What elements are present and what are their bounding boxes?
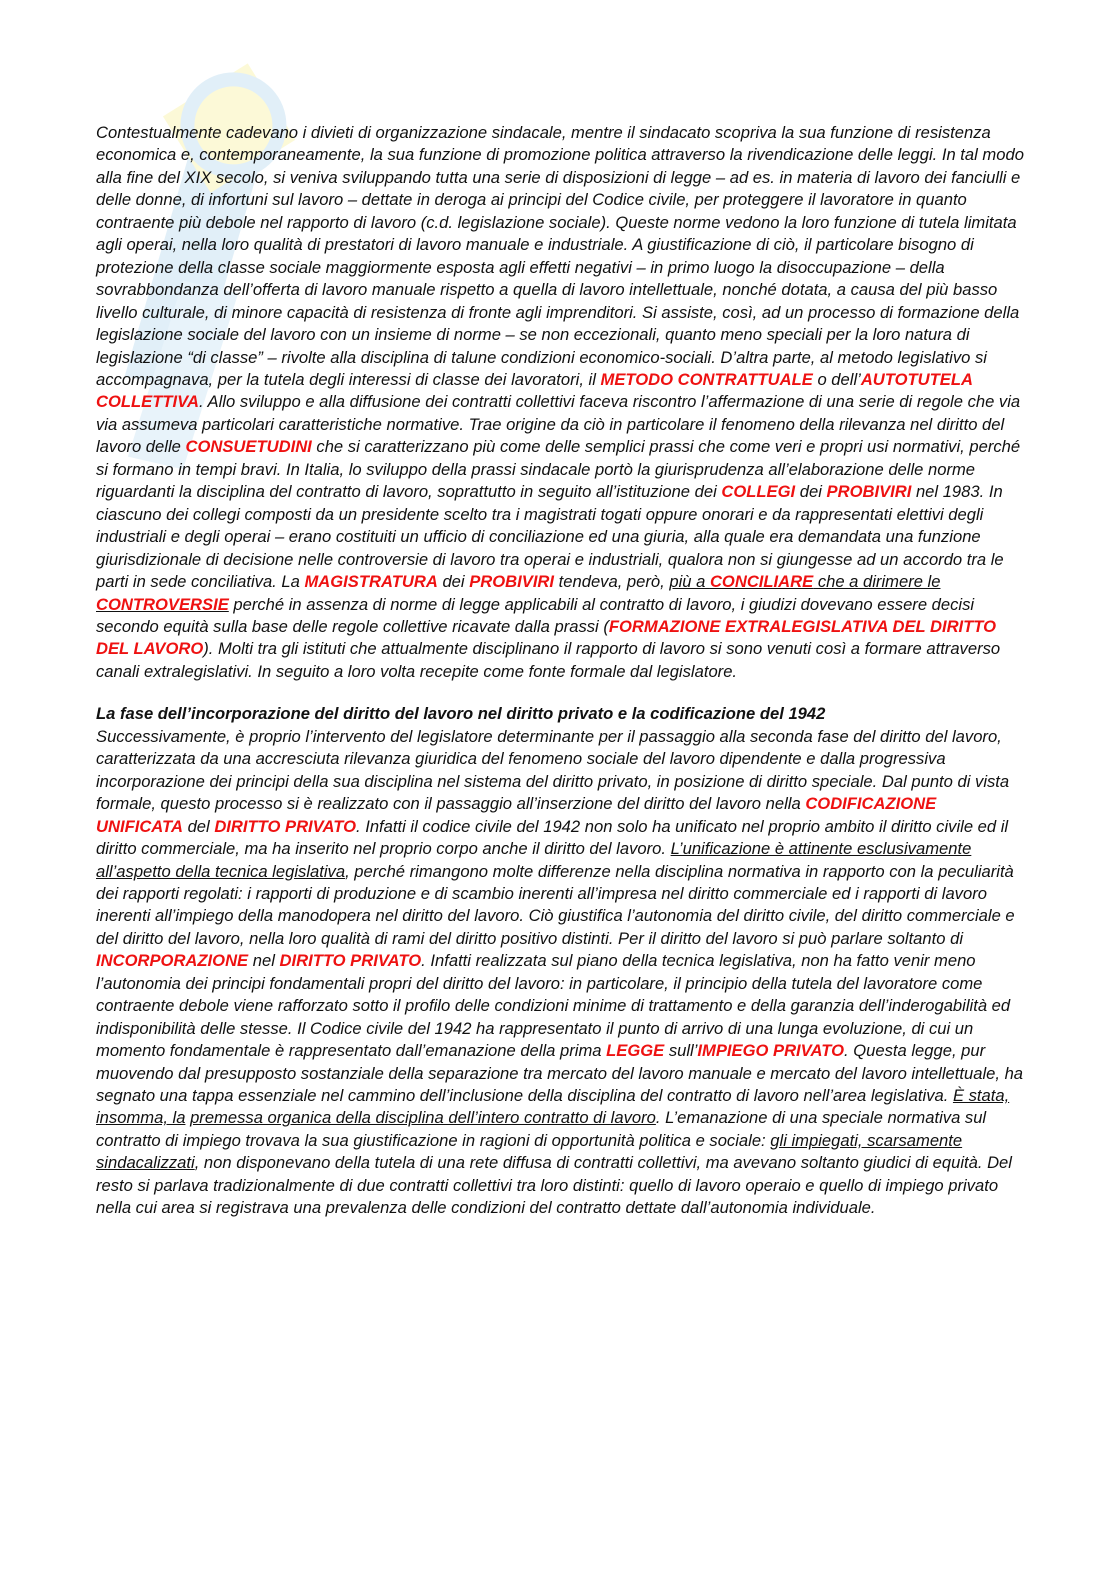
keyword-impiego-privato: IMPIEGO PRIVATO [697, 1041, 845, 1061]
keyword-controversie: CONTROVERSIE [96, 594, 229, 614]
underlined-phrase: L’unificazione è attinente esclusivamente all’aspetto della tecnica legislativa [96, 839, 972, 881]
keyword-formazione-extralegislativa: FORMAZIONE EXTRALEGISLATIVA DEL DIRITTO DEL LAVORO [96, 616, 997, 659]
keyword-metodo-contrattuale: METODO CONTRATTUALE [600, 369, 813, 389]
paragraph-origins: Contestualmente cadevano i divieti di organizzazione sindacale, mentre il sindacato scopriva la sua funzione di resistenza economica e, contemporaneamente, la sua funzione di promozione politica attraverso la rivendicazione delle leggi. In tal modo alla fine del XIX secolo, si veniva sviluppando tutta una serie di disposizioni di legge – ad es. in materia di lavoro dei fanciulli e delle donne, di infortuni sul lavoro – dettate in deroga ai principi del Codice civile, per proteggere il lavoratore in quanto contraente più debole nel rapporto di lavoro (c.d. legislazione sociale). Queste norme vedono la loro funzione di tutela limitata agli operai, nella loro qualità di prestatori di lavoro manuale e industriale. A giustificazione di ciò, il particolare bisogno di protezione della classe sociale maggiormente esposta agli effetti negativi – in primo luogo la disoccupazione – della sovrabbondanza dell’offerta di lavoro manuale rispetto a quella di lavoro intellettuale, nonché dotata, a causa del più basso livello culturale, di minore capacità di resistenza di fronte agli imprenditori. Si assiste, così, ad un processo di formazione della legislazione sociale del lavoro con un insieme di norme – se non eccezionali, quanto meno speciali per la loro natura di legislazione “di classe” – rivolte alla disciplina di talune condizioni economico-sociali. D’altra parte, al metodo legislativo si accompagnava, per la tutela degli interessi di classe dei lavoratori, il METODO CONTRATTUALE o dell’AUTOTUTELA COLLETTIVA. Allo sviluppo e alla diffusione dei contratti collettivi faceva riscontro l’affermazione di una serie di regole che via via assumeva particolari caratteristiche normative. Trae origine da ciò in particolare il fenomeno della rilevanza nel diritto del lavoro delle CONSUETUDINI che si caratterizzano più come delle semplici prassi che come veri e propri usi normativi, perché si formano in tempi bravi. In Italia, lo sviluppo della prassi sindacale portò la giurisprudenza all’elaborazione delle norme riguardanti la disciplina del contratto di lavoro, soprattutto in seguito all’istituzione dei COLLEGI dei PROBIVIRI nel 1983. In ciascuno dei collegi composti da un presidente scelto tra i magistrati togati oppure onorari e da rappresentati elettivi degli industriali e degli operai – erano costituiti un ufficio di conciliazione ed una giuria, alla quale era demandata una funzione giurisdizionale di decisione nelle controversie di lavoro tra operai e industriali, qualora non si giungesse ad un accordo tra le parti in sede conciliativa. La MAGISTRATURA dei PROBIVIRI tendeva, però, più a CONCILIARE che a dirimere le CONTROVERSIE perché in assenza di norme di legge applicabili al contratto di lavoro, i giudizi dovevano essere decisi secondo equità sulla base delle regole collettive ricavate dalla prassi (FORMAZIONE EXTRALEGISLATIVA DEL DIRITTO DEL LAVORO). Molti tra gli istituti che attualmente disciplinano il rapporto di lavoro si sono venuti così a formare attraverso canali extralegislativi. In seguito a loro volta recepite come fonte formale dal legislatore. [96, 123, 1024, 681]
keyword-diritto-privato: DIRITTO PRIVATO [279, 951, 422, 971]
document-page [96, 122, 1026, 1220]
keyword-legge: LEGGE [606, 1041, 665, 1061]
keyword-probiviri: PROBIVIRI [469, 572, 555, 592]
section-heading: La fase dell’incorporazione del diritto del lavoro nel diritto privato e la codificazione del 1942 [96, 704, 826, 724]
underlined-phrase: gli impiegati, scarsamente sindacalizzati [96, 1130, 963, 1173]
keyword-collegi: COLLEGI [721, 482, 796, 502]
keyword-autotutela-collettiva: AUTOTUTELA COLLETTIVA [96, 369, 973, 412]
keyword-incorporazione: INCORPORAZIONE [96, 951, 249, 971]
keyword-codificazione-unificata: CODIFICAZIONE UNIFICATA [96, 794, 937, 836]
keyword-magistratura: MAGISTRATURA [304, 572, 438, 592]
keyword-probiviri: PROBIVIRI [826, 482, 912, 502]
keyword-conciliare: CONCILIARE [709, 572, 814, 592]
underlined-phrase: premessa organica della disciplina dell’intero contratto di lavoro [190, 1108, 656, 1128]
underlined-phrase: più a CONCILIARE che a dirimere le CONTROVERSIE [96, 572, 941, 614]
keyword-diritto-privato: DIRITTO PRIVATO [214, 816, 356, 836]
keyword-consuetudini: CONSUETUDINI [185, 437, 312, 457]
underlined-phrase: È stata, insomma, la [96, 1086, 1010, 1128]
paragraph-codification: Successivamente, è proprio l’intervento del legislatore determinante per il passaggio alla seconda fase del diritto del lavoro, caratterizzata da una accresciuta rilevanza giuridica del fenomeno sociale del lavoro dipendente e dalla progressiva incorporazione dei principi della sua disciplina nel sistema del diritto privato, in posizione di diritto speciale. Dal punto di vista formale, questo processo si è realizzato con il passaggio all’inserzione del diritto del lavoro nella CODIFICAZIONE UNIFICATA del DIRITTO PRIVATO. Infatti il codice civile del 1942 non solo ha unificato nel proprio ambito il diritto civile ed il diritto commerciale, ma ha inserito nel proprio corpo anche il diritto del lavoro. L’unificazione è attinente esclusivamente all’aspetto della tecnica legislativa, perché rimangono molte differenze nella disciplina normativa in rapporto con la peculiarità dei rapporti regolati: i rapporti di produzione e di scambio inerenti all’impresa nel diritto commerciale ed i rapporti di lavoro inerenti all’impiego della manodopera nel diritto del lavoro. Ciò giustifica l’autonomia del diritto civile, del diritto commerciale e del diritto del lavoro, nella loro qualità di rami del diritto positivo distinti. Per il diritto del lavoro si può parlare soltanto di INCORPORAZIONE nel DIRITTO PRIVATO. Infatti realizzata sul piano della tecnica legislativa, non ha fatto venir meno l’autonomia dei principi fondamentali propri del diritto del lavoro: in particolare, il principio della tutela del lavoratore come contraente debole viene rafforzato sotto il profilo delle condizioni minime di trattamento e della garanzia dell’inderogabilità ed indisponibilità delle stesse. Il Codice civile del 1942 ha rappresentato il punto di arrivo di una lunga evoluzione, di cui un momento fondamentale è rappresentato dall’emanazione della prima LEGGE sull’IMPIEGO PRIVATO. Questa legge, pur muovendo dal presupposto sostanziale della separazione tra mercato del lavoro manuale e mercato del lavoro intellettuale, ha segnato una tappa essenziale nel cammino dell’inclusione della disciplina del contratto di lavoro nell’area legislativa. È stata, insomma, la premessa organica della disciplina dell’intero contratto di lavoro. L’emanazione di una speciale normativa sul contratto di impiego trovava la sua giustificazione in ragioni di opportunità politica e sociale: gli impiegati, scarsamente sindacalizzati, non disponevano della tutela di una rete diffusa di contratti collettivi, ma avevano soltanto giudici di equità. Del resto si parlava tradizionalmente di due contratti collettivi tra loro distinti: quello di lavoro operaio e quello di impiego privato nella cui area si registrava una prevalenza delle condizioni del contratto dettate dall’autonomia individuale. [96, 726, 1024, 1218]
